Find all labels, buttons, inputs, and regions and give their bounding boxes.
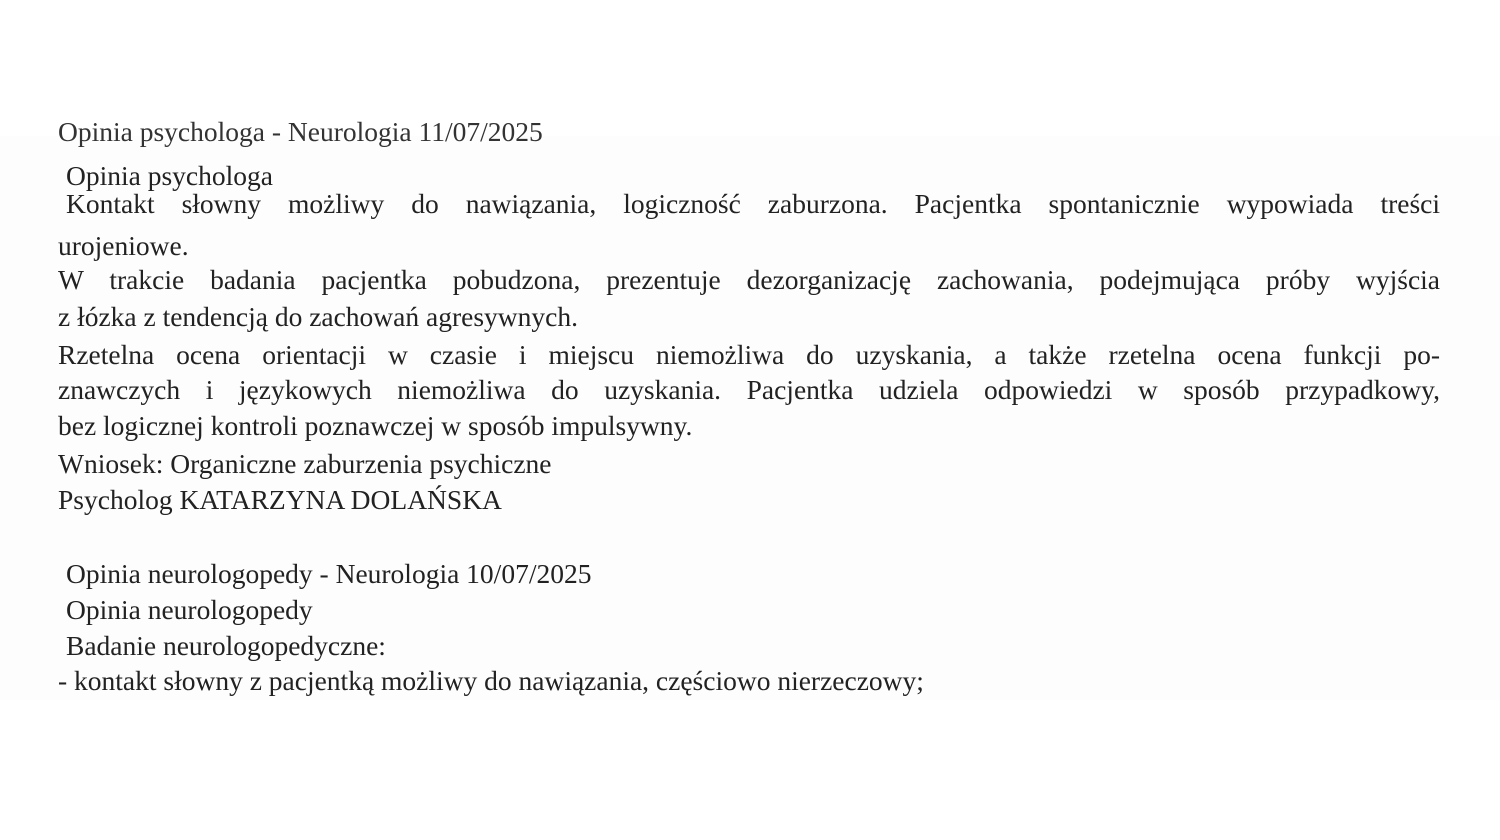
scanned-document bbox=[0, 116, 1500, 700]
section1-line-7: bez logicznej kontroli poznawczej w sposób impulsywny. bbox=[58, 410, 693, 441]
section1-conclusion: Wniosek: Organiczne zaburzenia psychiczne bbox=[58, 448, 552, 479]
section1-line-1: Kontakt słowny możliwy do nawiązania, logiczność zaburzona. Pacjentka spontanicznie wypowiada treści bbox=[66, 188, 1440, 219]
section1-line-4: z łózka z tendencją do zachowań agresywnych. bbox=[58, 301, 578, 332]
section1-title: Opinia psychologa bbox=[66, 160, 273, 191]
section1-signature: Psycholog KATARZYNA DOLAŃSKA bbox=[58, 484, 502, 515]
section1-header-cut: Opinia psychologa - Neurologia 11/07/2025 bbox=[58, 116, 543, 147]
section1-line-2: urojeniowe. bbox=[58, 230, 189, 261]
section2-subtitle: Badanie neurologopedyczne: bbox=[66, 630, 386, 661]
section1-line-5: Rzetelna ocena orientacji w czasie i miejscu niemożliwa do uzyskania, a także rzetelna ocena funkcji po- bbox=[58, 339, 1440, 370]
section2-bullet: - kontakt słowny z pacjentką możliwy do nawiązania, częściowo nierzeczowy; bbox=[58, 665, 924, 696]
section2-header: Opinia neurologopedy - Neurologia 10/07/2025 bbox=[66, 558, 592, 589]
section1-line-3: W trakcie badania pacjentka pobudzona, prezentuje dezorganizację zachowania, podejmująca próby wyjścia bbox=[58, 264, 1440, 295]
section2-title: Opinia neurologopedy bbox=[66, 594, 313, 625]
section1-line-6: znawczych i językowych niemożliwa do uzyskania. Pacjentka udziela odpowiedzi w sposób przypadkowy, bbox=[58, 374, 1440, 405]
